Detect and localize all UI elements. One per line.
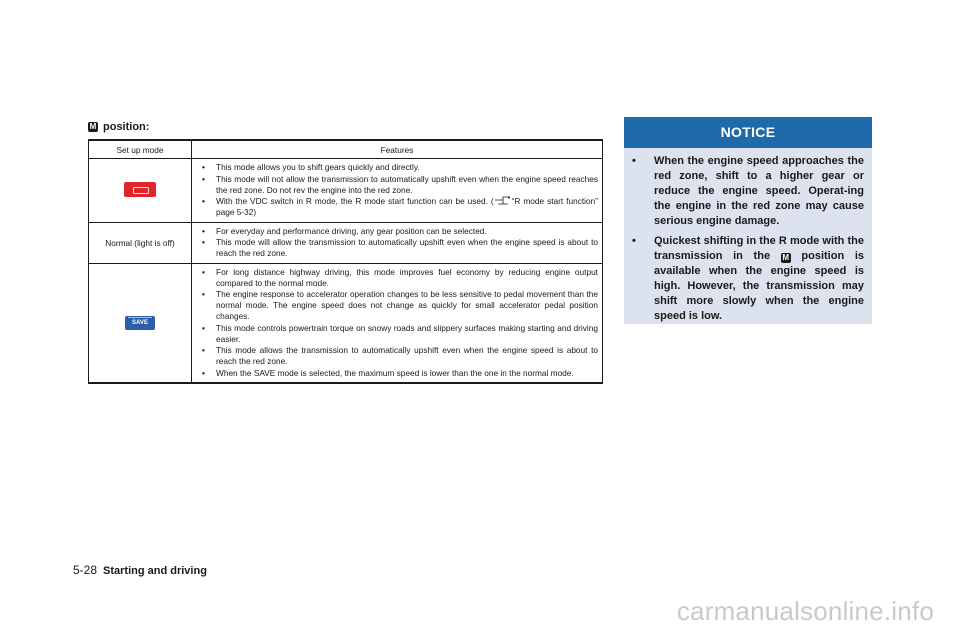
m-position-inline-icon: M: [782, 253, 790, 262]
mode-cell-save: [89, 263, 192, 383]
notice-box: [624, 117, 872, 324]
m-position-badge: M: [89, 122, 97, 131]
page-reference-icon: [494, 196, 512, 205]
notice-item: • Quickest shifting in the R mode with the transmission in the M position is available when the engine speed is high. However, the transmission may shift more slowly when the engine speed is low.: [632, 235, 865, 322]
r-mode-indicator-icon: [124, 182, 156, 197]
feature-item: • This mode allows you to shift gears quickly and directly.: [202, 162, 420, 172]
mode-label-normal: Normal (light is off): [89, 222, 192, 263]
feature-item: • This mode will allow the transmission to automatically upshift even when the engine speed is about to reach the red zone.: [202, 237, 598, 258]
watermark: carmanualsonline.info: [676, 596, 934, 626]
footer-section-title: Starting and driving: [103, 565, 207, 577]
setup-mode-table: [88, 139, 603, 384]
features-cell-normal: [192, 222, 603, 263]
feature-item: • For everyday and performance driving, any gear position can be selected.: [202, 225, 487, 236]
section-title: [88, 121, 149, 133]
header-setup-mode: Set up mode: [89, 140, 192, 159]
page-footer: [73, 563, 207, 577]
feature-item: • For long distance highway driving, this mode improves fuel economy by reducing engine output compared to the normal mode.: [202, 266, 598, 288]
header-features: Features: [192, 140, 603, 159]
mode-cell-r: [89, 159, 192, 223]
table-header-row: [89, 140, 603, 159]
feature-item: • This mode allows the transmission to automatically upshift even when the engine speed is about to reach the red zone.: [202, 345, 598, 366]
features-cell-r: [192, 159, 603, 223]
feature-item: • This mode controls powertrain torque on snowy roads and slippery surfaces making starting and driving easier.: [202, 322, 598, 344]
section-title-text: position:: [103, 121, 150, 133]
page-number: 5-28: [73, 563, 98, 577]
table-row-r-mode: [89, 159, 603, 223]
feature-item: • This mode will not allow the transmission to automatically upshift even when the engine speed reaches the red zone. Do not rev the engine into the red zone.: [202, 173, 598, 195]
feature-item: • When the SAVE mode is selected, the maximum speed is lower than the one in the normal mode.: [202, 367, 574, 378]
feature-item: • With the VDC switch in R mode, the R mode start function can be used. ( “R mode start function” page 5-32): [202, 196, 598, 217]
notice-title: NOTICE: [624, 117, 872, 148]
save-mode-indicator-icon: SAVE: [125, 316, 155, 330]
feature-item: • The engine response to accelerator operation changes to be less sensitive to pedal movement than the normal mode. The engine speed does not change as quickly for small accelerator pedal position changes.: [202, 289, 598, 321]
table-row-normal-mode: [89, 222, 603, 263]
table-row-save-mode: [89, 263, 603, 383]
features-cell-save: [192, 263, 603, 383]
notice-item: • When the engine speed approaches the red zone, shift to a higher gear or reduce the engine speed. Operat-ing the engine in the red zone may cause serious engine damage.: [632, 155, 864, 227]
